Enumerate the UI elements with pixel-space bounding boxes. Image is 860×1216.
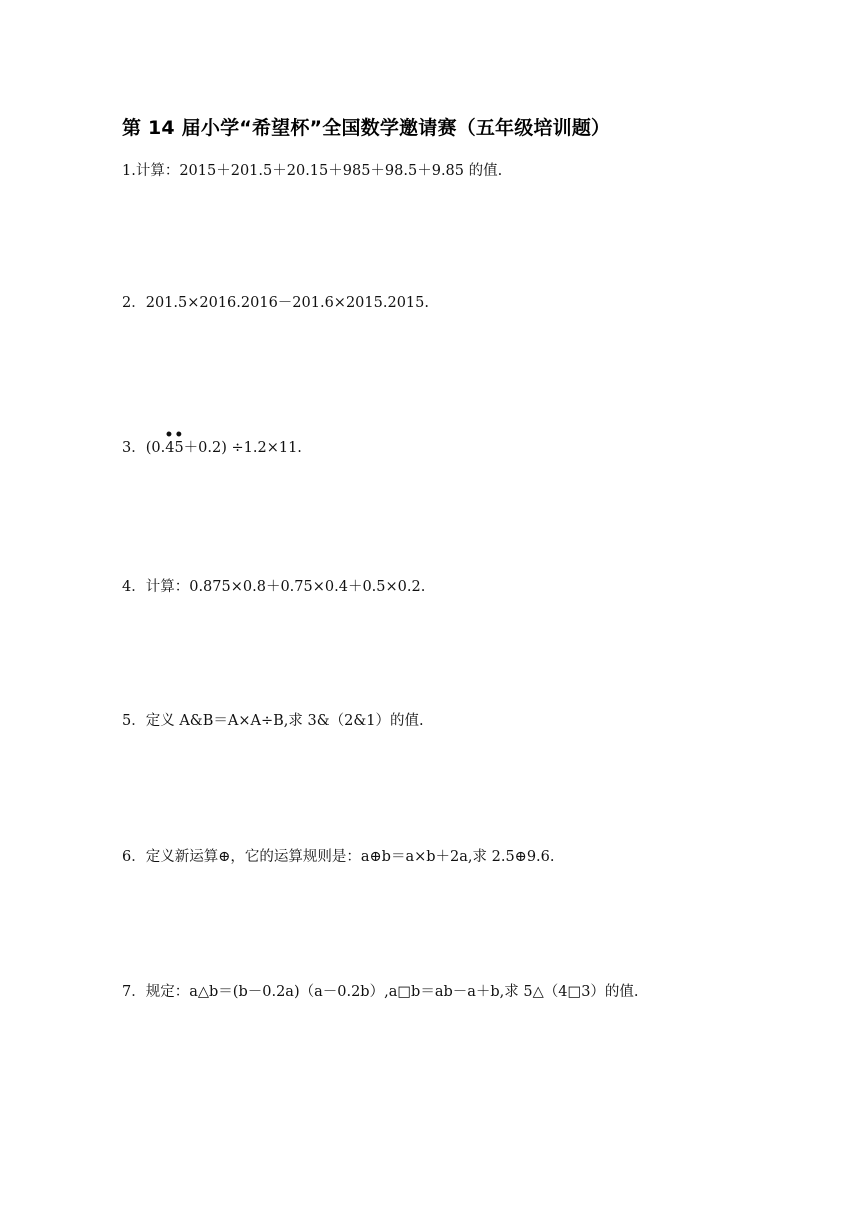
repeating-decimal-digits (164, 427, 185, 456)
problem-3 (122, 427, 302, 457)
repeating-decimal-dots: •• (164, 427, 185, 443)
problem-6: 6．定义新运算⊕，它的运算规则是：a⊕b＝a×b＋2a,求 2.5⊕9.6. (122, 849, 555, 865)
page-title: 第 14 届小学“希望杯”全国数学邀请赛（五年级培训题） (122, 117, 611, 139)
problem-1: 1.计算：2015＋201.5＋20.15＋985＋98.5＋9.85 的值. (122, 163, 503, 179)
problem-3-suffix: ＋0.2) ÷1.2×11. (183, 440, 302, 456)
problem-2: 2．201.5×2016.2016－201.6×2015.2015. (122, 295, 429, 311)
problem-7: 7．规定：a△b＝(b－0.2a)（a－0.2b）,a□b＝ab－a＋b,求 5△（4□3）的值. (122, 984, 639, 1000)
problem-3-prefix: 3．(0. (122, 440, 166, 456)
repeating-digits: 45 (165, 440, 184, 456)
problem-5: 5．定义 A&B＝A×A÷B,求 3&（2&1）的值. (122, 713, 424, 729)
problem-4: 4．计算：0.875×0.8＋0.75×0.4＋0.5×0.2. (122, 579, 426, 595)
